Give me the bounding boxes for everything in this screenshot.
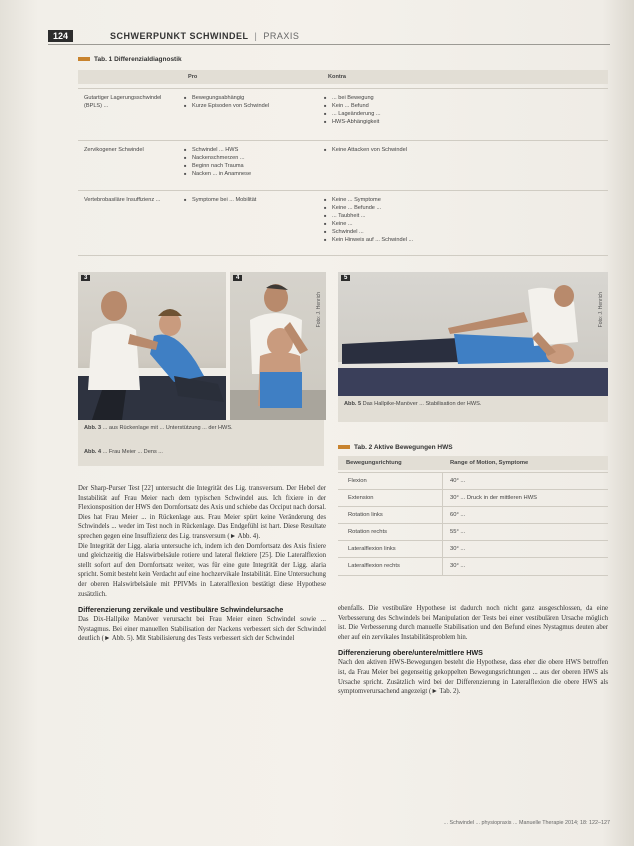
list-item: ■ Keine ... Befunde ...: [324, 204, 604, 212]
table2-direction: Lateralflexion rechts: [348, 563, 400, 569]
list-item: ■ Kurze Episoden von Schwindel: [184, 102, 324, 110]
figure-3-caption-text: ... aus Rückenlage mit ... Unterstützung ... der HWS.: [102, 425, 233, 431]
list-item: ■ ... Taubheit ...: [324, 212, 604, 220]
section-heading: Differenzierung obere/untere/mittlere HWS: [338, 648, 483, 658]
list-item: ■ Keine ...: [324, 220, 604, 228]
list-item: ■ Kein Hinweis auf ... Schwindel ...: [324, 236, 604, 244]
table1-contra-list: [324, 146, 604, 154]
table1-contra-list: [324, 94, 604, 126]
table1-pro-list: [184, 196, 324, 204]
table-row: [338, 557, 608, 576]
table2-direction: Rotation rechts: [348, 529, 387, 535]
table1-row: [78, 190, 608, 256]
section-title: SCHWERPUNKT SCHWINDEL: [110, 31, 249, 41]
table2-direction: Rotation links: [348, 512, 383, 518]
table2-direction: Lateralflexion links: [348, 546, 396, 552]
figure-4-credit: Foto: J. Henrich: [316, 292, 322, 328]
figure-3-number: 3: [81, 275, 90, 281]
section-heading: Differenzierung zervikale und vestibuläre Schwindelursache: [78, 605, 284, 615]
table-row: [338, 523, 608, 541]
list-item: ■ Schwindel ... HWS: [184, 146, 324, 154]
caption-marker: [338, 445, 350, 449]
table2-caption: [338, 444, 453, 451]
table2-range: 55° ...: [450, 529, 466, 535]
list-item: ■ Schwindel ...: [324, 228, 604, 236]
table1-caption: [78, 56, 182, 63]
figure-5-caption-label: Abb. 5: [344, 401, 362, 407]
table1-col-pro: Pro: [188, 74, 198, 80]
figure-3-caption: [84, 424, 320, 432]
table2-range: 30° ...: [450, 546, 466, 552]
body-paragraph: Nach den aktiven HWS-Bewegungen besteht die Hypothese, dass eher die obere HWS betroffen ist, da Frau Meier bei gegenseitig gekoppelten Bewegungsrichtungen ... aus der oberen HWS als Ursache spricht. Zusätzlich wird bei der Differenzierung in Lateralflexion die obere HWS als symptomverursachend angezeigt (► Tab. 2).: [338, 659, 608, 696]
figure-5-caption-body: [344, 400, 602, 408]
table1-row-label: Gutartiger Lagerungsschwindel (BPLS) ...: [84, 95, 162, 109]
body-column-right: [338, 604, 608, 697]
table2-caption-text: Tab. 2 Aktive Bewegungen HWS: [354, 444, 453, 451]
figure-5-caption-text: Das Hallpike-Manöver ... Stabilisation der HWS.: [362, 401, 482, 407]
figure-5-photo: [338, 272, 608, 396]
figure-3-photo: [78, 272, 226, 420]
list-item: ■ Bewegungsabhängig: [184, 94, 324, 102]
figure-4-caption-text: ... Frau Meier ... Dens ...: [102, 449, 163, 455]
body-paragraph: ebenfalls. Die vestibuläre Hypothese ist dadurch noch nicht ganz ausgeschlossen, da eine Verbesserung des Schwindels bei Manipulation der Tests bei einer vestibulären Ursache möglich ist. Die Verbesserung durch manuelle Stabilisation und den Befund eines Nystagmus deuten aber eher auf ein zervikales Instabilitätsproblem hin.: [338, 605, 608, 641]
figure-4-illustration: [230, 272, 326, 420]
table2-range: 30° ...: [450, 563, 466, 569]
table1-row-label: Zervikogener Schwindel: [84, 147, 144, 153]
table1-caption-text: Tab. 1 Differenzialdiagnostik: [94, 56, 182, 63]
table2-range: 40° ...: [450, 478, 466, 484]
page-number: 124: [48, 30, 73, 42]
figure-3-4-caption: [78, 420, 324, 466]
body-paragraph: Die Integrität der Ligg. alaria untersuche ich, indem ich den Dornfortsatz des Axis fixiere und gleichzeitig die Halswirbelsäule rotiere und lateral flektiere [25]. Die Lateralflexion stellt sofort auf den Dornfortsatz weiter, was für eine gute Integrität der Ligg. alaria spricht. Somit besteht kein Verdacht auf eine hochzervikale Instabilität. Eine Untersuchung der oberen Halswirbelsäule mit PPIVMs in Lateralflexion bestätigt diese Hypothese zusätzlich.: [78, 542, 326, 598]
figure-4-caption: [84, 448, 320, 456]
table1-header: [78, 70, 608, 84]
figure-4-number: 4: [233, 275, 242, 281]
table2-range: 30° ... Druck in der mittleren HWS: [450, 495, 538, 501]
list-item: ■ Nackenschmerzen ...: [184, 154, 324, 162]
list-item: ■ Keine Attacken von Schwindel: [324, 146, 604, 154]
table1-pro-list: [184, 94, 324, 110]
list-item: ■ ... bei Bewegung: [324, 94, 604, 102]
table-row: [338, 489, 608, 507]
list-item: ■ Symptome bei ... Mobilität: [184, 196, 324, 204]
table-row: [338, 506, 608, 524]
running-title: [110, 31, 299, 41]
body-column-left: [78, 484, 326, 644]
table1-row: [78, 140, 608, 189]
list-item: ■ Beginn nach Trauma: [184, 162, 324, 170]
body-paragraph: Das Dix-Hallpike Manöver verursacht bei Frau Meier einen Schwindel sowie ... Nystagmus. Bei einer manuellen Stabilisation der Nackens verbessert sich der Schwindel deutlich (► Abb. 5). Mit Stabilisierung des Tests verbessert sich der Schwindel: [78, 616, 326, 643]
running-header: [48, 30, 608, 44]
header-rule: [48, 44, 610, 45]
figure-5-number: 5: [341, 275, 350, 281]
header-separator: |: [254, 31, 258, 41]
table-row: [338, 472, 608, 490]
figure-3-caption-label: Abb. 3: [84, 425, 102, 431]
list-item: ■ Kein ... Befund: [324, 102, 604, 110]
subsection-title: PRAXIS: [263, 31, 300, 41]
table2-header: [338, 456, 608, 470]
table1-row-label: Vertebrobasiläre Insuffizienz ...: [84, 197, 161, 203]
list-item: ■ ... Lageänderung ...: [324, 110, 604, 118]
list-item: ■ HWS-Abhängigkeit: [324, 118, 604, 126]
table1-col-contra: Kontra: [328, 74, 347, 80]
list-item: ■ Keine ... Symptome: [324, 196, 604, 204]
figure-4-photo: [230, 272, 326, 420]
table2-col-direction: Bewegungsrichtung: [346, 460, 402, 466]
table2-direction: Flexion: [348, 478, 367, 484]
table-row: [338, 540, 608, 558]
table1-contra-list: [324, 196, 604, 244]
table1-pro-list: [184, 146, 324, 178]
list-item: ■ Nacken ... in Anamnese: [184, 170, 324, 178]
figure-4-caption-label: Abb. 4: [84, 449, 102, 455]
caption-marker: [78, 57, 90, 61]
figure-5-caption: [338, 396, 608, 422]
table2-direction: Extension: [348, 495, 374, 501]
table2-range: 60° ...: [450, 512, 466, 518]
page-footer: ... Schwindel ... physiopraxis ... Manuelle Therapie 2014; 18: 122–127: [443, 820, 610, 826]
figure-5-illustration: [338, 272, 608, 396]
table2-col-range: Range of Motion, Symptome: [450, 460, 529, 466]
body-paragraph: Der Sharp-Purser Test [22] untersucht die Integrität des Lig. transversum. Der Hebel der Instabilität auf Frau Meier nach dem typischen Schwindel aus. Ich fixiere in der Flexionsposition der HWS den Dornfortsatz des Axis und schiebe das Occiput nach dorsal. Dies hat Frau Meier ... in Rückenlage aus. Frau Meier spürt keine Veränderung des Schwindels ... weder im Test noch in Rückenlage. Das Endgefühl ist hart. Diese Resultate sprechen gegen eine Insuffizienz des Lig. transversum (► Abb. 4).: [78, 485, 326, 540]
figure-5-credit: Foto: J. Henrich: [598, 292, 604, 328]
table1-row: [78, 88, 608, 139]
figure-3-illustration: [78, 272, 226, 420]
